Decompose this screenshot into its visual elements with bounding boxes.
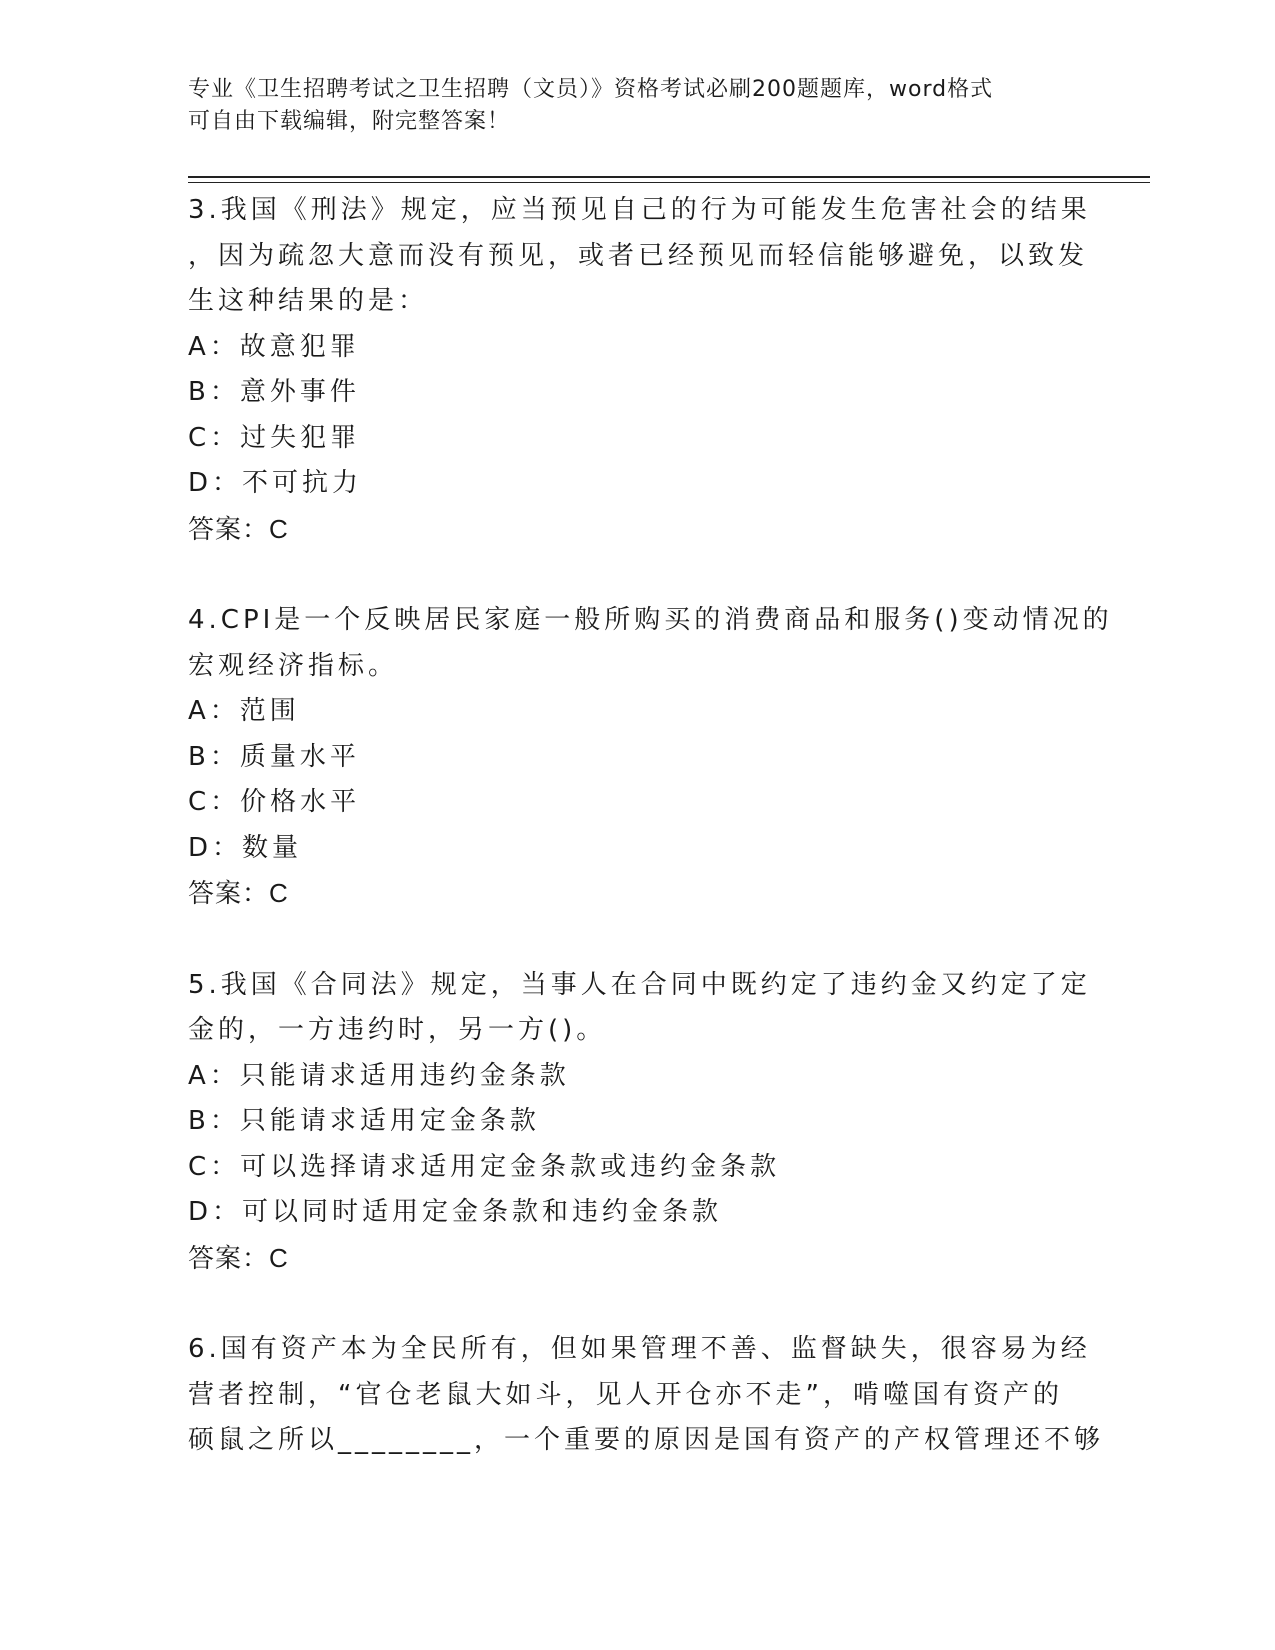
- option-c: C：可以选择请求适用定金条款或违约金条款: [188, 1151, 781, 1182]
- question-6: [188, 1327, 1105, 1464]
- question-text-line: 5.我国《合同法》规定，当事人在合同中既约定了违约金又约定了定: [188, 969, 1091, 1000]
- question-text-line: 生这种结果的是：: [188, 286, 429, 316]
- question-text-line: 金的，一方违约时，另一方()。: [188, 1015, 607, 1045]
- option-a: A：故意犯罪: [188, 331, 360, 362]
- document-header: [188, 74, 1068, 138]
- question-text-line: ，因为疏忽大意而没有预见，或者已经预见而轻信能够避免，以致发: [188, 240, 1089, 271]
- option-d: D：数量: [188, 832, 303, 863]
- answer-label: 答案：C: [188, 878, 289, 908]
- answer-label: 答案：C: [188, 513, 289, 544]
- question-text-line: 硕鼠之所以________，一个重要的原因是国有资产的产权管理还不够: [188, 1425, 1105, 1455]
- question-4: [188, 598, 1113, 917]
- question-text-line: 宏观经济指标。: [188, 650, 399, 681]
- option-b: B：意外事件: [188, 377, 360, 407]
- option-b: B：质量水平: [188, 741, 360, 772]
- answer-label: 答案：C: [188, 1242, 289, 1273]
- question-text-line: 3.我国《刑法》规定，应当预见自己的行为可能发生危害社会的结果: [188, 195, 1091, 225]
- question-text-line: 4.CPI是一个反映居民家庭一般所购买的消费商品和服务()变动情况的: [188, 605, 1113, 635]
- header-line-1: 专业《卫生招聘考试之卫生招聘（文员）》资格考试必刷200题题库，word格式: [188, 77, 994, 102]
- header-divider-thin: [188, 182, 1150, 183]
- option-d: D：不可抗力: [188, 468, 363, 498]
- option-a: A：范围: [188, 696, 300, 726]
- option-c: C：过失犯罪: [188, 422, 361, 453]
- question-5: [188, 963, 1091, 1282]
- question-list: [188, 188, 1113, 1464]
- question-text-line: 营者控制，“官仓老鼠大如斗，见人开仓亦不走”，啃噬国有资产的: [188, 1379, 1063, 1410]
- option-c: C：价格水平: [188, 787, 361, 817]
- question-3: [188, 188, 1091, 552]
- option-b: B：只能请求适用定金条款: [188, 1106, 540, 1136]
- header-line-2: 可自由下载编辑，附完整答案！: [188, 109, 511, 134]
- option-d: D：可以同时适用定金条款和违约金条款: [188, 1197, 723, 1227]
- header-divider-thick: [188, 176, 1150, 178]
- option-a: A：只能请求适用违约金条款: [188, 1060, 570, 1091]
- question-text-line: 6.国有资产本为全民所有，但如果管理不善、监督缺失，很容易为经: [188, 1334, 1091, 1364]
